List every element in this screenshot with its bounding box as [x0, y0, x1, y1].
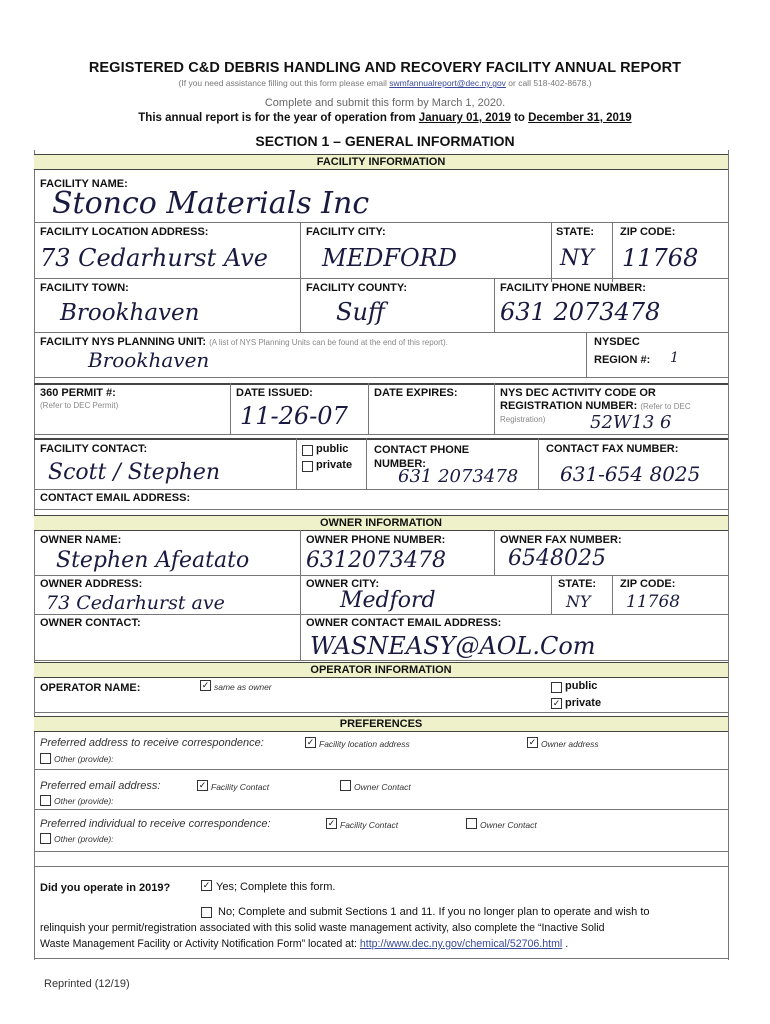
operator-name-label: OPERATOR NAME:: [40, 682, 141, 694]
assist-post: or call 518-402-8678.): [505, 78, 592, 88]
owner-contact-label: OWNER CONTACT:: [40, 617, 141, 629]
facility-zip-value[interactable]: 11768: [622, 244, 699, 272]
planning-unit-note: (A list of NYS Planning Units can be found at the end of this report).: [209, 338, 448, 347]
pref-individual-owner-label: Owner Contact: [480, 820, 537, 830]
owner-zip-value[interactable]: 11768: [626, 592, 681, 612]
owner-phone-label: OWNER PHONE NUMBER:: [306, 534, 446, 546]
activity-code-value[interactable]: 52W13 6: [590, 412, 672, 433]
facility-name-value[interactable]: Stonco Materials Inc: [52, 186, 370, 221]
pref-individual-other-checkbox[interactable]: [40, 833, 51, 844]
owner-name-value[interactable]: Stephen Afeatato: [56, 548, 250, 573]
owner-band: OWNER INFORMATION: [34, 515, 728, 531]
facility-town-value[interactable]: Brookhaven: [60, 300, 200, 326]
contact-public-checkbox[interactable]: [302, 445, 313, 456]
pref-individual-facility-checkbox[interactable]: ✓: [327, 818, 336, 828]
region-value[interactable]: 1: [670, 350, 679, 366]
planning-unit-value[interactable]: Brookhaven: [88, 348, 210, 372]
date-issued-label: DATE ISSUED:: [236, 387, 313, 399]
contact-private-checkbox[interactable]: [302, 461, 313, 472]
owner-address-value[interactable]: 73 Cedarhurst ave: [46, 592, 225, 614]
operate-no-line3: [40, 938, 568, 950]
facility-county-label: FACILITY COUNTY:: [306, 282, 408, 294]
inactive-form-link[interactable]: http://www.dec.ny.gov/chemical/52706.html: [359, 938, 563, 950]
assist-pre: (If you need assistance filling out this form please email: [178, 78, 390, 88]
assistance-note: [0, 78, 770, 88]
contact-fax-label: CONTACT FAX NUMBER:: [546, 443, 679, 455]
facility-contact-value[interactable]: Scott / Stephen: [48, 460, 221, 485]
pref-email-other-checkbox[interactable]: [40, 795, 51, 806]
nysdec-label: NYSDEC: [594, 336, 640, 348]
owner-email-value[interactable]: WASNEASY@AOL.Com: [310, 632, 596, 660]
pref-address-question: Preferred address to receive correspondence:: [40, 737, 264, 749]
pref-individual-owner-checkbox[interactable]: [466, 818, 477, 829]
planning-unit-label: [40, 336, 448, 348]
operator-public-label: public: [565, 680, 598, 692]
activity-code-label-text: NYS DEC ACTIVITY CODE OR REGISTRATION NUMBER:: [500, 387, 656, 412]
permit-note: (Refer to DEC Permit): [40, 401, 119, 410]
same-as-owner-label: same as owner: [214, 682, 272, 692]
pref-address-owner-checkbox[interactable]: ✓: [528, 737, 537, 747]
deadline-note: Complete and submit this form by March 1, 2020.: [264, 97, 506, 109]
operate-no-end: .: [562, 938, 569, 950]
facility-name-label: FACILITY NAME:: [40, 178, 128, 190]
owner-city-label: OWNER CITY:: [306, 578, 380, 590]
operate-yes-checkbox[interactable]: ✓: [202, 880, 211, 890]
operate-yes-label: Yes; Complete this form.: [216, 881, 336, 893]
facility-phone-value[interactable]: 631 2073478: [500, 298, 661, 326]
contact-private-label: private: [316, 459, 353, 471]
year-to: December 31, 2019: [528, 112, 632, 124]
owner-fax-value[interactable]: 6548025: [508, 546, 606, 571]
operator-private-label: private: [565, 697, 602, 709]
owner-address-label: OWNER ADDRESS:: [40, 578, 143, 590]
pref-address-other-label: Other (provide):: [54, 754, 114, 764]
pref-email-facility-checkbox[interactable]: ✓: [198, 780, 207, 790]
activity-code-note: (Refer to DEC Registration): [500, 402, 691, 424]
owner-state-label: STATE:: [558, 578, 597, 590]
year-from: January 01, 2019: [418, 112, 511, 124]
pref-individual-facility-label: Facility Contact: [340, 820, 399, 830]
facility-state-label: STATE:: [556, 226, 595, 238]
contact-email-label: CONTACT EMAIL ADDRESS:: [40, 492, 191, 504]
facility-zip-label: ZIP CODE:: [620, 226, 676, 238]
contact-public-label: public: [316, 443, 349, 455]
date-issued-value[interactable]: 11-26-07: [240, 402, 348, 430]
owner-phone-value[interactable]: 6312073478: [306, 548, 446, 573]
owner-fax-label: OWNER FAX NUMBER:: [500, 534, 622, 546]
frame-left: [34, 150, 35, 960]
pref-individual-question: Preferred individual to receive correspondence:: [40, 818, 271, 830]
year-line: [0, 112, 770, 124]
section-title: SECTION 1 – GENERAL INFORMATION: [255, 133, 515, 149]
facility-town-label: FACILITY TOWN:: [40, 282, 129, 294]
owner-city-value[interactable]: Medford: [340, 588, 436, 613]
same-as-owner-checkbox[interactable]: ✓: [201, 680, 210, 690]
operator-private-checkbox[interactable]: ✓: [552, 698, 561, 708]
owner-zip-label: ZIP CODE:: [620, 578, 676, 590]
assist-email-link[interactable]: swmfannualreport@dec.ny.gov: [389, 78, 506, 88]
operate-no-line1: No; Complete and submit Sections 1 and 11. If you no longer plan to operate and wish to: [218, 906, 650, 918]
facility-city-label: FACILITY CITY:: [306, 226, 386, 238]
pref-email-other-label: Other (provide):: [54, 796, 114, 806]
facility-state-value[interactable]: NY: [560, 246, 594, 271]
date-expires-label: DATE EXPIRES:: [374, 387, 458, 399]
contact-phone-value[interactable]: 631 2073478: [398, 466, 519, 487]
facility-phone-label: FACILITY PHONE NUMBER:: [500, 282, 646, 294]
pref-email-question: Preferred email address:: [40, 780, 161, 792]
contact-fax-value[interactable]: 631-654 8025: [560, 462, 701, 486]
year-pre: This annual report is for the year of operation from: [138, 112, 419, 124]
pref-email-owner-checkbox[interactable]: [340, 780, 351, 791]
facility-city-value[interactable]: MEDFORD: [322, 244, 457, 272]
pref-individual-other-label: Other (provide):: [54, 834, 114, 844]
planning-unit-label-text: FACILITY NYS PLANNING UNIT:: [40, 336, 207, 348]
operator-band: OPERATOR INFORMATION: [34, 662, 728, 678]
pref-address-facility-checkbox[interactable]: ✓: [306, 737, 315, 747]
owner-email-label: OWNER CONTACT EMAIL ADDRESS:: [306, 617, 502, 629]
region-label: REGION #:: [594, 354, 651, 366]
operate-no-line3-text: Waste Management Facility or Activity Notification Form” located at:: [40, 938, 360, 950]
operate-no-checkbox[interactable]: [201, 907, 212, 918]
reprinted-note: Reprinted (12/19): [44, 978, 130, 990]
pref-address-facility-label: Facility location address: [319, 739, 410, 749]
operator-public-checkbox[interactable]: [551, 682, 562, 693]
facility-address-label: FACILITY LOCATION ADDRESS:: [40, 226, 209, 238]
frame-right: [728, 150, 729, 960]
contact-phone-label: CONTACT PHONE NUMBER:: [374, 444, 470, 470]
operate-question: Did you operate in 2019?: [40, 882, 171, 894]
preferences-band: PREFERENCES: [34, 716, 728, 732]
pref-address-owner-label: Owner address: [541, 739, 599, 749]
facility-county-value[interactable]: Suff: [336, 298, 385, 326]
form-title: REGISTERED C&D DEBRIS HANDLING AND RECOVERY FACILITY ANNUAL REPORT: [88, 60, 682, 76]
facility-address-value[interactable]: 73 Cedarhurst Ave: [40, 244, 268, 272]
pref-email-facility-label: Facility Contact: [211, 782, 270, 792]
pref-address-other-checkbox[interactable]: [40, 753, 51, 764]
facility-band: FACILITY INFORMATION: [34, 154, 728, 170]
year-mid: to: [510, 112, 529, 124]
operate-no-line2: relinquish your permit/registration associated with this solid waste management activity, also complete the “Inactive Solid: [40, 922, 605, 934]
owner-name-label: OWNER NAME:: [40, 534, 122, 546]
pref-email-owner-label: Owner Contact: [354, 782, 411, 792]
permit-label: 360 PERMIT #:: [40, 387, 116, 399]
owner-state-value[interactable]: NY: [566, 592, 591, 611]
facility-contact-label: FACILITY CONTACT:: [40, 443, 148, 455]
